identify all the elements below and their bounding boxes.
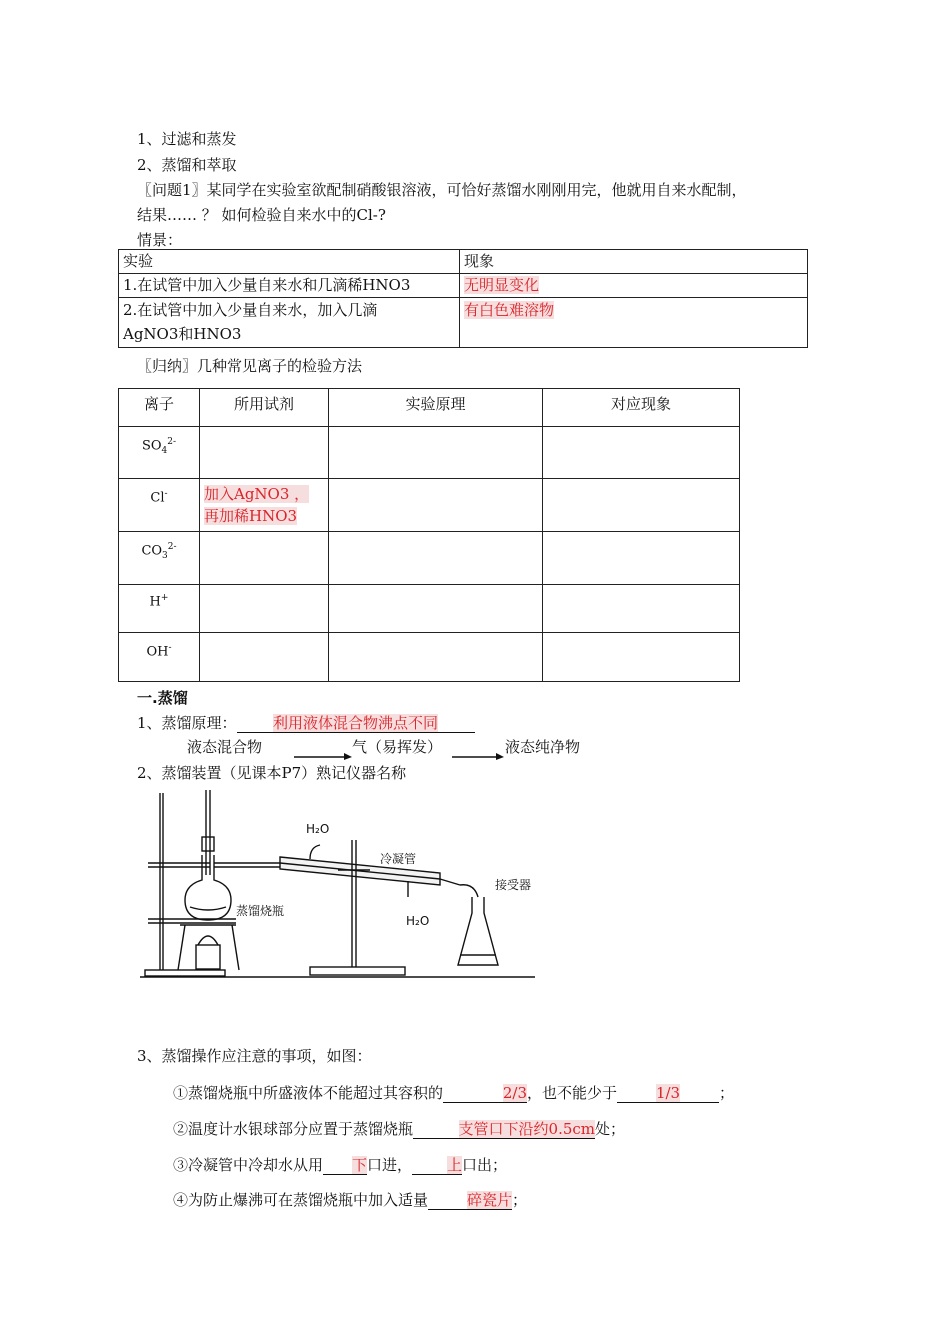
- note-4: ④为防止爆沸可在蒸馏烧瓶中加入适量 碎瓷片；: [173, 1191, 528, 1209]
- exp-row-2b: AgNO3和HNO3: [123, 325, 242, 343]
- distillation-apparatus-figure: [140, 785, 540, 980]
- note-3: ③冷凝管中冷却水从用 下口进， 上口出；: [173, 1156, 508, 1174]
- flow-pure-liquid: 液态纯净物: [505, 738, 581, 756]
- exp-row-1: 1.在试管中加入少量自来水和几滴稀HNO3: [119, 274, 460, 298]
- flow-mixture: 液态混合物: [187, 738, 263, 756]
- exp-row-2a: 2.在试管中加入少量自来水，加入几滴: [123, 301, 378, 319]
- label-water-top: H₂O: [306, 822, 330, 836]
- label-water-bottom: H₂O: [406, 914, 430, 928]
- question-1-line-b: 结果…… ？ 如何检验自来水中的Cl-?: [137, 206, 386, 224]
- note-2: ②温度计水银球部分应置于蒸馏烧瓶 支管口下沿约0.5cm处；: [173, 1120, 626, 1138]
- note-4-answer: 碎瓷片: [467, 1191, 513, 1209]
- flow-arrow-1: [294, 746, 352, 754]
- flow-arrow-2: [452, 746, 504, 754]
- note-2-answer: 支管口下沿约0.5cm: [458, 1120, 596, 1138]
- question-1-line-a: 〖问题1〗某同学在实验室欲配制硝酸银溶液，可恰好蒸馏水刚刚用完，他就用自来水配制，: [137, 181, 747, 199]
- ion-hydrogen: H+: [119, 585, 200, 633]
- section-title-distillation: 一.蒸馏: [137, 689, 188, 707]
- col-ion: 离子: [119, 389, 200, 427]
- col-phenomenon: 对应现象: [543, 389, 740, 427]
- reagent-chloride-1: 加入AgNO3 ，: [204, 485, 310, 503]
- experiment-table: [118, 249, 808, 348]
- summary-title: 〖归纳〗几种常见离子的检验方法: [137, 357, 363, 375]
- ion-hydroxide: OH-: [119, 633, 200, 682]
- ion-test-table: [118, 388, 740, 682]
- note-3-answer-1: 下: [352, 1156, 368, 1174]
- line-filter-evaporate: 1、过滤和蒸发: [137, 130, 237, 148]
- col-principle: 实验原理: [329, 389, 543, 427]
- ion-chloride: Cl-: [119, 479, 200, 532]
- note-1-answer-1: 2/3: [502, 1084, 528, 1102]
- col-reagent: 所用试剂: [200, 389, 329, 427]
- scene-label: 情景：: [137, 231, 183, 249]
- distill-apparatus-line: 2、蒸馏装置（见课本P7）熟记仪器名称: [137, 764, 407, 782]
- phenom-row-1: 无明显变化: [464, 276, 540, 294]
- line-distill-extract: 2、蒸馏和萃取: [137, 156, 237, 174]
- ion-carbonate: $CO_3^{2-}$: [119, 532, 200, 585]
- phenom-header: 现象: [460, 250, 808, 274]
- ion-sulfate: $SO_4^{2-}$: [119, 427, 200, 479]
- note-1-answer-2: 1/3: [655, 1084, 681, 1102]
- distill-notes-intro: 3、蒸馏操作应注意的事项，如图：: [137, 1047, 372, 1065]
- note-3-answer-2: 上: [447, 1156, 463, 1174]
- phenom-row-2: 有白色难溶物: [464, 301, 555, 319]
- label-condenser: 冷凝管: [380, 852, 417, 866]
- flow-gas: 气（易挥发）: [352, 738, 443, 756]
- distill-principle: 1、蒸馏原理： 利用液体混合物沸点不同: [137, 712, 475, 733]
- label-receiver: 接受器: [495, 878, 532, 892]
- reagent-chloride-2: 再加稀HNO3: [204, 507, 298, 525]
- note-1: ①蒸馏烧瓶中所盛液体不能超过其容积的 2/3，也不能少于 1/3 ；: [173, 1084, 735, 1102]
- label-flask: 蒸馏烧瓶: [236, 904, 285, 918]
- principle-answer: 利用液体混合物沸点不同: [273, 714, 439, 732]
- exp-header: 实验: [119, 250, 460, 274]
